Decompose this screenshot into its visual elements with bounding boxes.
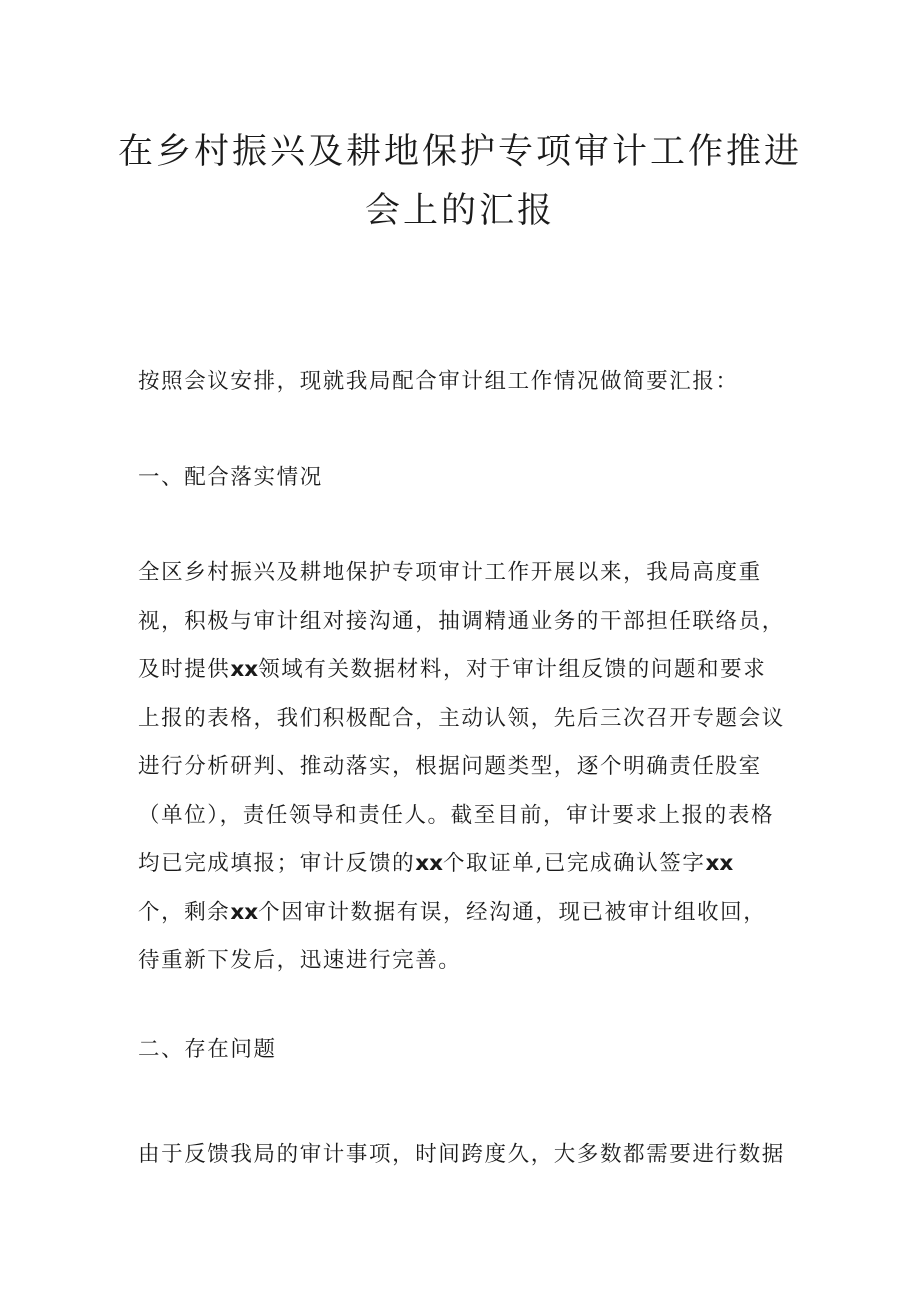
text-segment: 领域有关数据材料，对于审计组反馈的问题和要求 [258,657,767,682]
section-heading-text: 二、存在问题 [138,1037,277,1062]
paragraph-line [138,549,798,598]
section-2-heading [138,1026,798,1075]
text-segment: （单位），责任领导和责任人。截至目前，审计要求上报的表格 [138,802,775,828]
section-1-heading [138,454,798,503]
text-segment: 待重新下发后，迅速进行完善。 [138,948,462,973]
paragraph-line [138,646,798,695]
paragraph-line [138,840,798,889]
text-segment: 个取证单,已完成确认签字 [442,851,706,876]
text-segment: 由于反馈我局的审计事项，时间跨度久，大多数都需要进行数据 [138,1142,785,1167]
text-segment: 及时提供 [138,657,231,682]
paragraph-line [138,743,798,792]
paragraph-line [138,695,798,744]
text-segment: 个因审计数据有误，经沟通，现已被审计组收回， [258,899,767,925]
document-title-line-1: 在乡村振兴及耕地保护专项审计工作推进 [117,132,802,172]
paragraph-line [138,889,798,938]
text-segment: 进行分析研判、推动落实，根据问题类型，逐个明确责任股室 [138,754,762,779]
placeholder-value: xx [415,851,443,876]
paragraph-line [138,792,798,841]
placeholder-value: xx [230,657,259,682]
text-segment: 均已完成填报；审计反馈的 [138,851,416,876]
section-heading-text: 一、配合落实情况 [138,465,323,490]
text-segment: 视，积极与审计组对接沟通，抽调精通业务的干部担任联络员， [138,608,785,634]
paragraph-line [138,937,798,986]
text-segment: 个，剩余 [138,899,231,925]
section-2-paragraph [138,1131,798,1180]
text-segment: 上报的表格，我们积极配合，主动认领，先后三次召开专题会议 [138,705,785,731]
placeholder-value: xx [230,899,259,925]
paragraph-line [138,1131,798,1180]
section-1-paragraph [138,549,798,986]
intro-line: 按照会议安排，现就我局配合审计组工作情况做简要汇报： [138,369,739,394]
placeholder-value: xx [705,851,734,876]
text-segment: 全区乡村振兴及耕地保护专项审计工作开展以来，我局高度重 [138,560,762,585]
document-title-line-2: 会上的汇报 [364,191,555,231]
intro-paragraph [138,358,798,407]
paragraph-line [138,598,798,647]
